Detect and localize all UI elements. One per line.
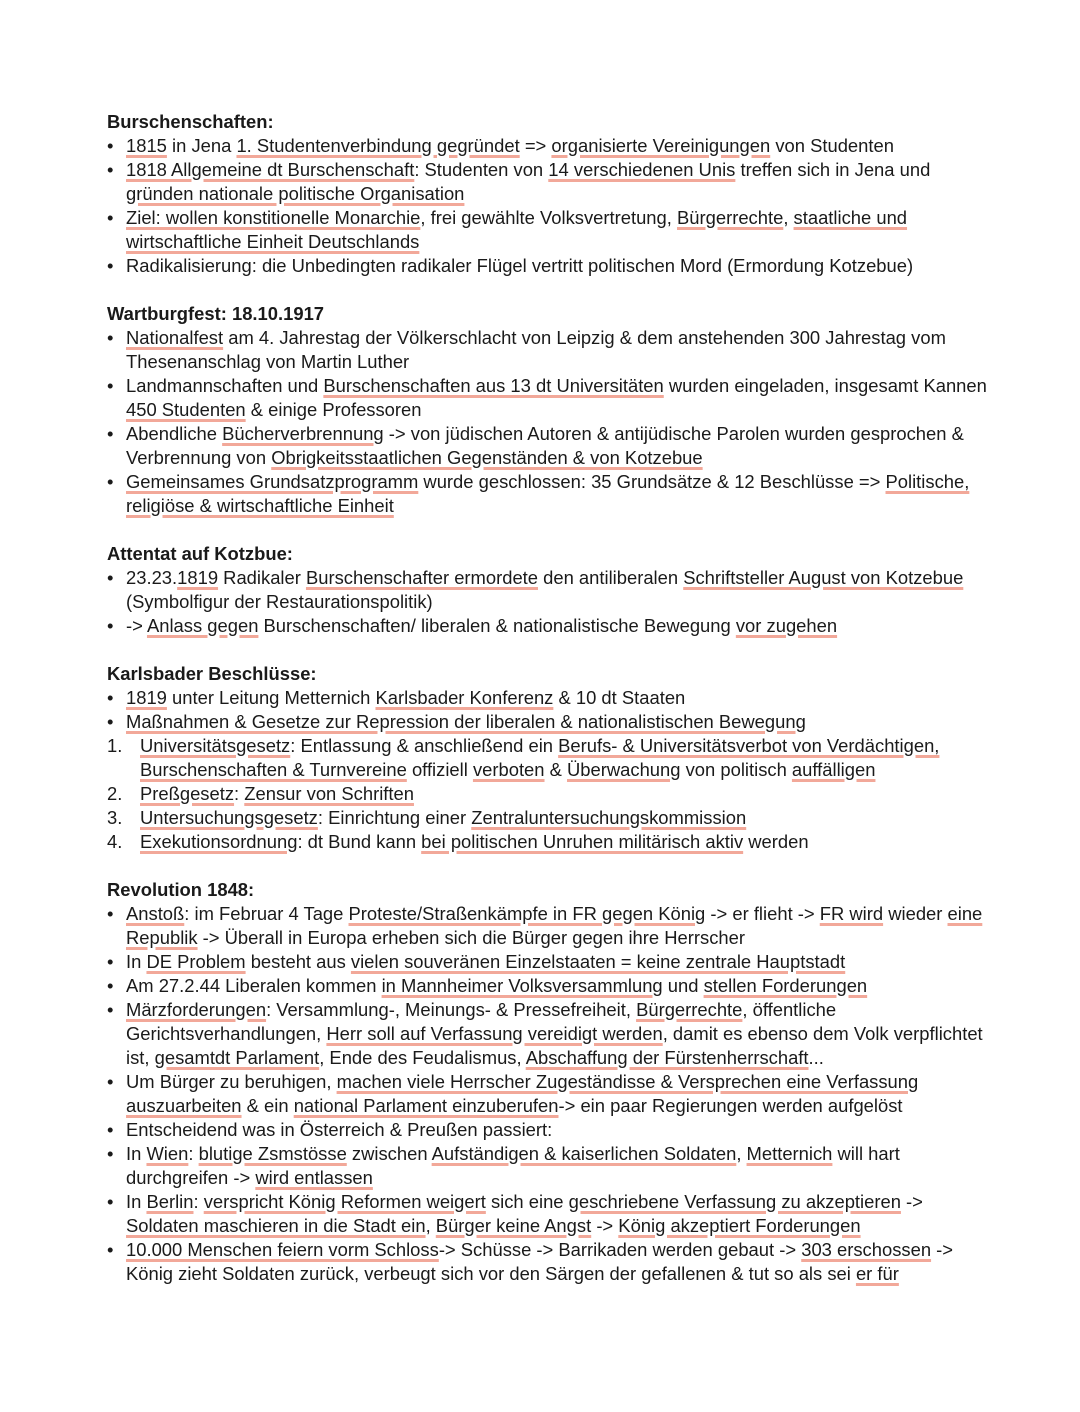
item-number: 4. xyxy=(107,831,123,852)
highlight-mark: Politische, religiöse & wirtschaftliche Einheit xyxy=(126,471,970,516)
highlight-mark: auszuarbeiten xyxy=(126,1095,242,1116)
list-item xyxy=(107,998,987,1070)
bullet-icon: • xyxy=(107,1143,114,1164)
section xyxy=(107,878,987,1286)
list-item-text: Um Bürger zu beruhigen, machen viele Herrscher Zugeständisse & Versprechen eine Verfassung auszuarbeiten & ein national Parlament einzuberufen-> ein paar Regierungen werden aufgelöst xyxy=(126,1071,919,1116)
list-item-text: Abendliche Bücherverbrennung -> von jüdischen Autoren & antijüdische Parolen wurden gesprochen & Verbrennung von Obrigkeitsstaatlichen Gegenständen & von Kotzebue xyxy=(126,423,964,468)
highlight-mark: Metternich xyxy=(746,1143,833,1164)
list-item xyxy=(107,710,987,734)
list-item xyxy=(107,422,987,470)
section xyxy=(107,662,987,854)
highlight-mark: machen viele Herrscher Zugeständisse & Versprechen eine Verfassung xyxy=(336,1071,919,1092)
section-heading: Attentat auf Kotzbue: xyxy=(107,543,293,564)
section xyxy=(107,302,987,518)
list-item xyxy=(107,614,987,638)
list-item xyxy=(107,974,987,998)
list-item-text: 1815 in Jena 1. Studentenverbindung gegründet => organisierte Vereinigungen von Studenten xyxy=(126,135,894,156)
numbered-item xyxy=(107,806,987,830)
list-item-text: -> Anlass gegen Burschenschaften/ liberalen & nationalistische Bewegung vor zugehen xyxy=(126,615,838,636)
list-item xyxy=(107,1142,987,1190)
bullet-icon: • xyxy=(107,687,114,708)
list-item xyxy=(107,254,987,278)
bullet-list xyxy=(107,902,987,1286)
numbered-item xyxy=(107,782,987,806)
bullet-icon: • xyxy=(107,615,114,636)
highlight-mark: Nationalfest xyxy=(126,327,224,348)
highlight-mark: Zensur von Schriften xyxy=(244,783,414,804)
highlight-mark: Märzforderungen xyxy=(126,999,267,1020)
highlight-mark: Wien xyxy=(146,1143,189,1164)
highlight-mark: Berufs- & Universitätsverbot von Verdächtigen, xyxy=(558,735,940,756)
highlight-mark: auffälligen xyxy=(791,759,876,780)
list-item-text: In Wien: blutige Zsmstösse zwischen Aufständigen & kaiserlichen Soldaten, Metternich will hart durchgreifen -> wird entlassen xyxy=(126,1143,900,1188)
bullet-icon: • xyxy=(107,1239,114,1260)
highlight-mark: bei politischen Unruhen militärisch aktiv xyxy=(421,831,744,852)
list-item-text: 1819 unter Leitung Metternich Karlsbader Konferenz & 10 dt Staaten xyxy=(126,687,686,708)
highlight-mark: 1819 xyxy=(177,567,219,588)
numbered-item xyxy=(107,830,987,854)
highlight-mark: wird entlassen xyxy=(255,1167,373,1188)
section-heading: Karlsbader Beschlüsse: xyxy=(107,663,317,684)
list-item xyxy=(107,566,987,614)
highlight-mark: in Mannheimer Volksversammlung xyxy=(381,975,663,996)
highlight-mark: Untersuchungsgesetz xyxy=(140,807,318,828)
highlight-mark: Gemeinsames Grundsatzprogramm xyxy=(126,471,419,492)
list-item-text: Landmannschaften und Burschenschaften aus 13 dt Universitäten wurden eingeladen, insgesamt Kannen 450 Studenten & einige Professoren xyxy=(126,375,987,420)
list-item-text: Nationalfest am 4. Jahrestag der Völkerschlacht von Leipzig & dem anstehenden 300 Jahrestag vom Thesenanschlag von Martin Luther xyxy=(126,327,946,372)
highlight-mark: Maßnahmen & Gesetze zur Repression der liberalen & nationalistischen Bewegung xyxy=(126,711,806,732)
highlight-mark: Herr soll auf Verfassung vereidigt werden xyxy=(326,1023,663,1044)
highlight-mark: eine Republik xyxy=(126,903,983,948)
highlight-mark: 10.000 Menschen feiern vorm Schloss xyxy=(126,1239,439,1260)
highlight-mark: Bürgerrechte xyxy=(636,999,743,1020)
highlight-mark: Burschenschaften aus 13 dt Universitäten xyxy=(323,375,664,396)
highlight-mark: 1815 xyxy=(126,135,167,156)
highlight-mark: DE Problem xyxy=(146,951,246,972)
bullet-icon: • xyxy=(107,1191,114,1212)
highlight-mark: Karlsbader Konferenz xyxy=(375,687,554,708)
bullet-list xyxy=(107,326,987,518)
highlight-mark: vielen souveränen Einzelstaaten = keine zentrale Hauptstadt xyxy=(350,951,846,972)
numbered-item xyxy=(107,734,987,782)
list-item-text: In Berlin: verspricht König Reformen weigert sich eine geschriebene Verfassung zu akzeptieren -> Soldaten maschieren in die Stadt ein, Bürger keine Angst -> König akzeptiert Forderungen xyxy=(126,1191,923,1236)
numbered-item-text: Exekutionsordnung: dt Bund kann bei politischen Unruhen militärisch aktiv werden xyxy=(140,831,809,852)
list-item-text: Anstoß: im Februar 4 Tage Proteste/Straßenkämpfe in FR gegen König -> er flieht -> FR wird wieder eine Republik -> Überall in Europa erheben sich die Bürger gegen ihre Herrscher xyxy=(126,903,983,948)
list-item-text xyxy=(126,711,806,732)
section-heading: Burschenschaften: xyxy=(107,111,274,132)
highlight-mark: Überwachung xyxy=(567,759,681,780)
section-heading: Wartburgfest: 18.10.1917 xyxy=(107,303,325,324)
bullet-icon: • xyxy=(107,471,114,492)
list-item xyxy=(107,950,987,974)
highlight-mark: Bücherverbrennung xyxy=(222,423,384,444)
highlight-mark: 1818 Allgemeine dt Burschenschaft xyxy=(126,159,415,180)
highlight-mark: geschriebene Verfassung zu akzeptieren xyxy=(568,1191,901,1212)
list-item-text: Gemeinsames Grundsatzprogramm wurde geschlossen: 35 Grundsätze & 12 Beschlüsse => Politische, religiöse & wirtschaftliche Einheit xyxy=(126,471,970,516)
bullet-icon: • xyxy=(107,1119,114,1140)
highlight-mark: gründen nationale politische Organisation xyxy=(126,183,465,204)
highlight-mark: 14 verschiedenen Unis xyxy=(548,159,736,180)
bullet-icon: • xyxy=(107,903,114,924)
highlight-mark: 303 erschossen xyxy=(801,1239,932,1260)
highlight-mark: Bürgerrechte xyxy=(677,207,784,228)
list-item xyxy=(107,158,987,206)
bullet-icon: • xyxy=(107,975,114,996)
list-item-text: Radikalisierung: die Unbedingten radikaler Flügel vertritt politischen Mord (Ermordung Kotzebue) xyxy=(126,255,914,276)
highlight-mark: Anstoß xyxy=(126,903,185,924)
highlight-mark: Proteste/Straßenkämpfe in FR gegen König xyxy=(348,903,706,924)
list-item xyxy=(107,470,987,518)
bullet-icon: • xyxy=(107,207,114,228)
bullet-icon: • xyxy=(107,567,114,588)
list-item xyxy=(107,134,987,158)
numbered-item-text: Preßgesetz: Zensur von Schriften xyxy=(140,783,414,804)
highlight-mark: Obrigkeitsstaatlichen Gegenständen & von Kotzebue xyxy=(271,447,703,468)
highlight-mark: gesamtdt Parlament xyxy=(154,1047,320,1068)
highlight-mark: stellen Forderungen xyxy=(703,975,868,996)
highlight-mark: organisierte Vereinigungen xyxy=(551,135,771,156)
bullet-list xyxy=(107,686,987,734)
item-number: 2. xyxy=(107,783,123,804)
highlight-mark: national Parlament einzuberufen xyxy=(293,1095,559,1116)
list-item-text: Am 27.2.44 Liberalen kommen in Mannheimer Volksversammlung und stellen Forderungen xyxy=(126,975,868,996)
highlight-mark: Universitätsgesetz xyxy=(140,735,291,756)
highlight-mark: Zentraluntersuchungskommission xyxy=(471,807,747,828)
bullet-list xyxy=(107,566,987,638)
list-item xyxy=(107,1118,987,1142)
list-item xyxy=(107,1238,987,1286)
bullet-list xyxy=(107,134,987,278)
bullet-icon: • xyxy=(107,999,114,1020)
item-number: 1. xyxy=(107,735,123,756)
bullet-icon: • xyxy=(107,255,114,276)
bullet-icon: • xyxy=(107,327,114,348)
bullet-icon: • xyxy=(107,375,114,396)
list-item xyxy=(107,374,987,422)
highlight-mark: Schriftsteller August von Kotzebue xyxy=(683,567,964,588)
highlight-mark: 1. Studentenverbindung gegründet xyxy=(236,135,520,156)
highlight-mark: staatliche und wirtschaftliche Einheit Deutschlands xyxy=(126,207,908,252)
document-page xyxy=(107,110,987,1310)
highlight-mark: Abschaffung der Fürstenherrschaft xyxy=(525,1047,809,1068)
list-item-text: In DE Problem besteht aus vielen souveränen Einzelstaaten = keine zentrale Hauptstadt xyxy=(126,951,846,972)
list-item xyxy=(107,686,987,710)
highlight-mark: Exekutionsordnung xyxy=(140,831,298,852)
highlight-mark: 450 Studenten xyxy=(126,399,246,420)
bullet-icon: • xyxy=(107,951,114,972)
bullet-icon: • xyxy=(107,1071,114,1092)
highlight-mark: verboten xyxy=(472,759,545,780)
highlight-mark: Anlass gegen xyxy=(146,615,259,636)
numbered-item-text: Universitätsgesetz: Entlassung & anschließend ein Berufs- & Universitätsverbot von Verdächtigen, Burschenschaften & Turnvereine offiziell verboten & Überwachung von politisch auffälligen xyxy=(140,735,940,780)
list-item xyxy=(107,206,987,254)
highlight-mark: 1819 xyxy=(126,687,167,708)
highlight-mark: Berlin xyxy=(146,1191,194,1212)
list-item-text: Märzforderungen: Versammlung-, Meinungs- & Pressefreiheit, Bürgerrechte, öffentliche Gerichtsverhandlungen, Herr soll auf Verfassung vereidigt werden, damit es ebenso dem Volk verpflichtet ist, gesamtdt Parlament, Ende des Feudalismus, Abschaffung der Fürstenherrschaft... xyxy=(126,999,983,1068)
section-heading: Revolution 1848: xyxy=(107,879,255,900)
numbered-list xyxy=(107,734,987,854)
list-item-text: Ziel: wollen konstitionelle Monarchie, frei gewählte Volksvertretung, Bürgerrechte, staatliche und wirtschaftliche Einheit Deutschlands xyxy=(126,207,908,252)
bullet-icon: • xyxy=(107,423,114,444)
highlight-mark: Soldaten maschieren in die Stadt ein xyxy=(126,1215,426,1236)
list-item xyxy=(107,902,987,950)
list-item-text: 1818 Allgemeine dt Burschenschaft: Studenten von 14 verschiedenen Unis treffen sich in Jena und gründen nationale politische Organisation xyxy=(126,159,931,204)
list-item-text: 23.23.1819 Radikaler Burschenschafter ermordete den antiliberalen Schriftsteller August von Kotzebue (Symbolfigur der Restaurationspolitik) xyxy=(126,567,964,612)
highlight-mark: verspricht König Reformen weigert xyxy=(203,1191,486,1212)
highlight-mark: vor zugehen xyxy=(735,615,838,636)
list-item-text: 10.000 Menschen feiern vorm Schloss-> Schüsse -> Barrikaden werden gebaut -> 303 erschossen -> König zieht Soldaten zurück, verbeugt sich vor den Särgen der gefallenen & tut so als sei er für xyxy=(126,1239,954,1284)
highlight-mark: Bürger keine Angst xyxy=(435,1215,592,1236)
highlight-mark: König akzeptiert Forderungen xyxy=(618,1215,861,1236)
highlight-mark: blutige Zsmstösse xyxy=(198,1143,347,1164)
highlight-mark: FR wird xyxy=(819,903,884,924)
highlight-mark: Preßgesetz xyxy=(140,783,235,804)
list-item-text: Entscheidend was in Österreich & Preußen passiert: xyxy=(126,1119,553,1140)
bullet-icon: • xyxy=(107,711,114,732)
list-item xyxy=(107,1070,987,1118)
highlight-mark: Ziel: wollen konstitionelle Monarchie xyxy=(126,207,421,228)
list-item xyxy=(107,1190,987,1238)
highlight-mark: Aufständigen & kaiserlichen Soldaten xyxy=(431,1143,737,1164)
bullet-icon: • xyxy=(107,135,114,156)
numbered-item-text: Untersuchungsgesetz: Einrichtung einer Zentraluntersuchungskommission xyxy=(140,807,747,828)
bullet-icon: • xyxy=(107,159,114,180)
highlight-mark: Burschenschaften & Turnvereine xyxy=(140,759,407,780)
highlight-mark: Burschenschafter ermordete xyxy=(305,567,539,588)
section xyxy=(107,110,987,278)
section xyxy=(107,542,987,638)
item-number: 3. xyxy=(107,807,123,828)
highlight-mark: er für xyxy=(855,1263,899,1284)
list-item xyxy=(107,326,987,374)
